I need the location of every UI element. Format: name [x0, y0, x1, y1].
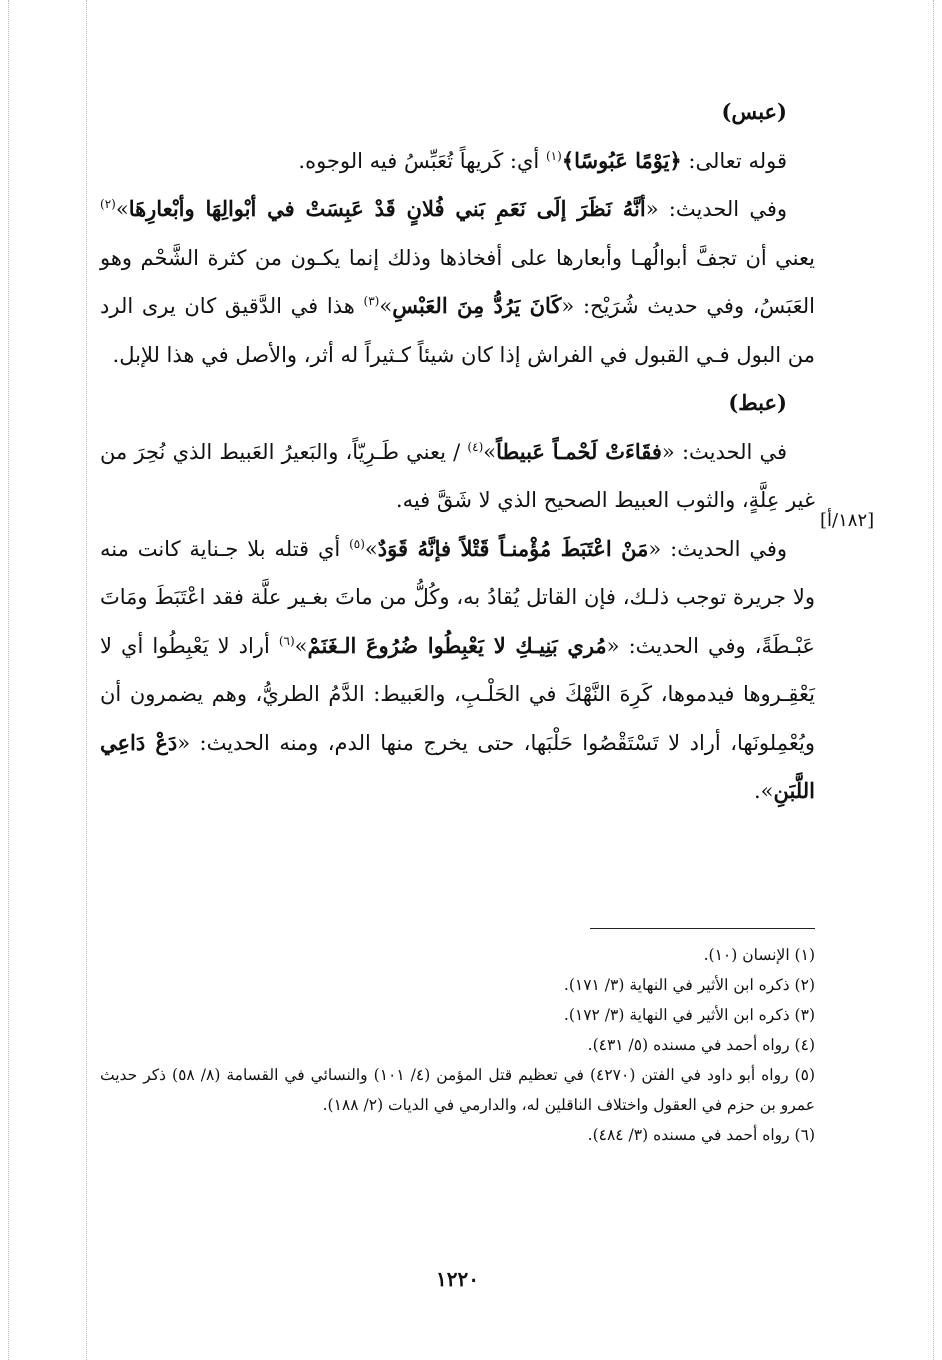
text-run: أي: كَريهاً تُعَبِّسُ فيه الوجوه.	[298, 148, 546, 173]
text-run: قوله تعالى:	[681, 148, 787, 173]
text-run: / يعني طَـرِيّاً، والبَعيرُ العَبيط الذي نُحِرَ من غير عِلَّةٍ، والثوب العبيط الصحيح الذي لا شَقَّ فيه.	[100, 439, 815, 512]
text-run: هذا في الدَّقيق كان يرى الرد من البول فـي القبول في الفراش إذا كان شيئاً كـثيراً له أثر، والأصل في هذا للإبل.	[100, 294, 815, 367]
footnote-4: (٤) رواه أحمد في مسنده (٥/ ٤٣١).	[587, 1036, 815, 1054]
text-run: »	[294, 633, 308, 658]
scan-edge-left	[8, 0, 9, 1360]
text-run: »	[379, 294, 393, 318]
footnote-ref: (٢)	[100, 197, 116, 211]
hadith-quote: كَانَ يَرُدُّ مِنَ العَبْسِ	[392, 293, 562, 318]
footnote-6: (٦) رواه أحمد في مسنده (٣/ ٤٨٤).	[587, 1126, 815, 1144]
hadith-quote: دَعْ دَاعِي اللَّبَنِ	[100, 729, 815, 803]
hadith-quote: أنَّهُ نَظَرَ إلَى نَعَمِ بَني فُلانٍ قَدْ عَبِسَتْ في أبْوالِهَا وأبْعارِهَا	[128, 196, 646, 221]
main-text	[100, 88, 815, 816]
text-run: أي قتله بلا جـناية كانت منه ولا جريرة توجب ذلـك، فإن القاتل يُقادُ به، وكُلُّ من ماتَ بغـير علَّة فقد اعْتَبَطَ ومَاتَ عَبْـطَةً، وفي الحديث: «	[100, 536, 815, 658]
text-run: ».	[753, 779, 774, 803]
footnote-ref: (٣)	[363, 294, 380, 308]
text-run: وفي الحديث: «	[645, 197, 787, 221]
text-run: أراد لا يَعْبِطُوا أي لا يَعْقِـروها فيدموها، كَرِهَ النَّهْكَ في الحَلْـبِ، والعَبيط: الدَّمُ الطريُّ، وهم يضمرون أن ويُعْمِلونَها، أراد لا تَسْتَقْصُوا حَلْبَها، حتى يخرج منها الدم، ومنه الحديث: «	[100, 633, 815, 755]
footnote-ref: (١)	[545, 148, 562, 163]
hadith-quote: مُري بَنِيـكِ لا يَعْبِطُوا ضُرُوعَ الـغَنَمْ	[307, 632, 607, 658]
hadith-quote: فقَاءَتْ لَحْمـاً عَبيطاً	[496, 438, 662, 464]
paragraph-abat-2	[100, 525, 815, 816]
text-run: يعني أن تجفَّ أبوالُهـا وأبعارها على أفخاذها وذلك إنما يكـون من كثرة الشَّحْم وهو العَبَسُ، وفي حديث شُرَيْح: «	[100, 245, 816, 318]
scan-edge-inner-left	[86, 0, 87, 1360]
section-heading-abas: (عبس)	[721, 99, 787, 124]
hadith-quote: مَنْ اعْتَبَطَ مُؤْمنـاً قَتْلاً فإنَّهُ قَوَدٌ	[377, 535, 649, 561]
footnotes	[100, 940, 815, 1150]
footnote-5: (٥) رواه أبو داود في الفتن (٤٢٧٠) في تعظيم قتل المؤمن (٤/ ١٠١) والنسائي في القسامة (٨/ ٥٨) ذكر حديث عمرو بن حزم في العقول واختلاف الناقلين له، والدارمي في الديات (٢/ ١٨٨).	[100, 1066, 816, 1114]
footnote-2: (٢) ذكره ابن الأثير في النهاية (٣/ ١٧١).	[563, 976, 815, 994]
text-run: »	[364, 536, 378, 561]
paragraph-abas-1	[100, 137, 815, 186]
text-run: وفي الحديث: «	[648, 536, 788, 561]
footnote-ref: (٤)	[467, 439, 484, 454]
footnote-3: (٣) ذكره ابن الأثير في النهاية (٣/ ١٧٢).	[563, 1006, 815, 1024]
quran-quote: ﴿يَوْمًا عَبُوسًا﴾	[561, 147, 682, 173]
footnote-divider	[590, 928, 815, 929]
scan-edge-right	[933, 0, 934, 1360]
paragraph-abas-2	[100, 185, 815, 379]
text-run: »	[483, 439, 497, 464]
footnote-ref: (٥)	[349, 536, 365, 551]
manuscript-folio-marker: [١٨٢/أ]	[820, 510, 875, 531]
footnote-ref: (٦)	[278, 633, 295, 648]
text-run: في الحديث: «	[661, 439, 788, 464]
section-heading-abat: (عبط)	[728, 390, 787, 415]
footnote-1: (١) الإنسان (١٠).	[703, 946, 815, 964]
text-run: »	[115, 197, 129, 221]
page-number: ١٢٢٠	[436, 1267, 479, 1291]
paragraph-abat-1	[100, 428, 815, 525]
